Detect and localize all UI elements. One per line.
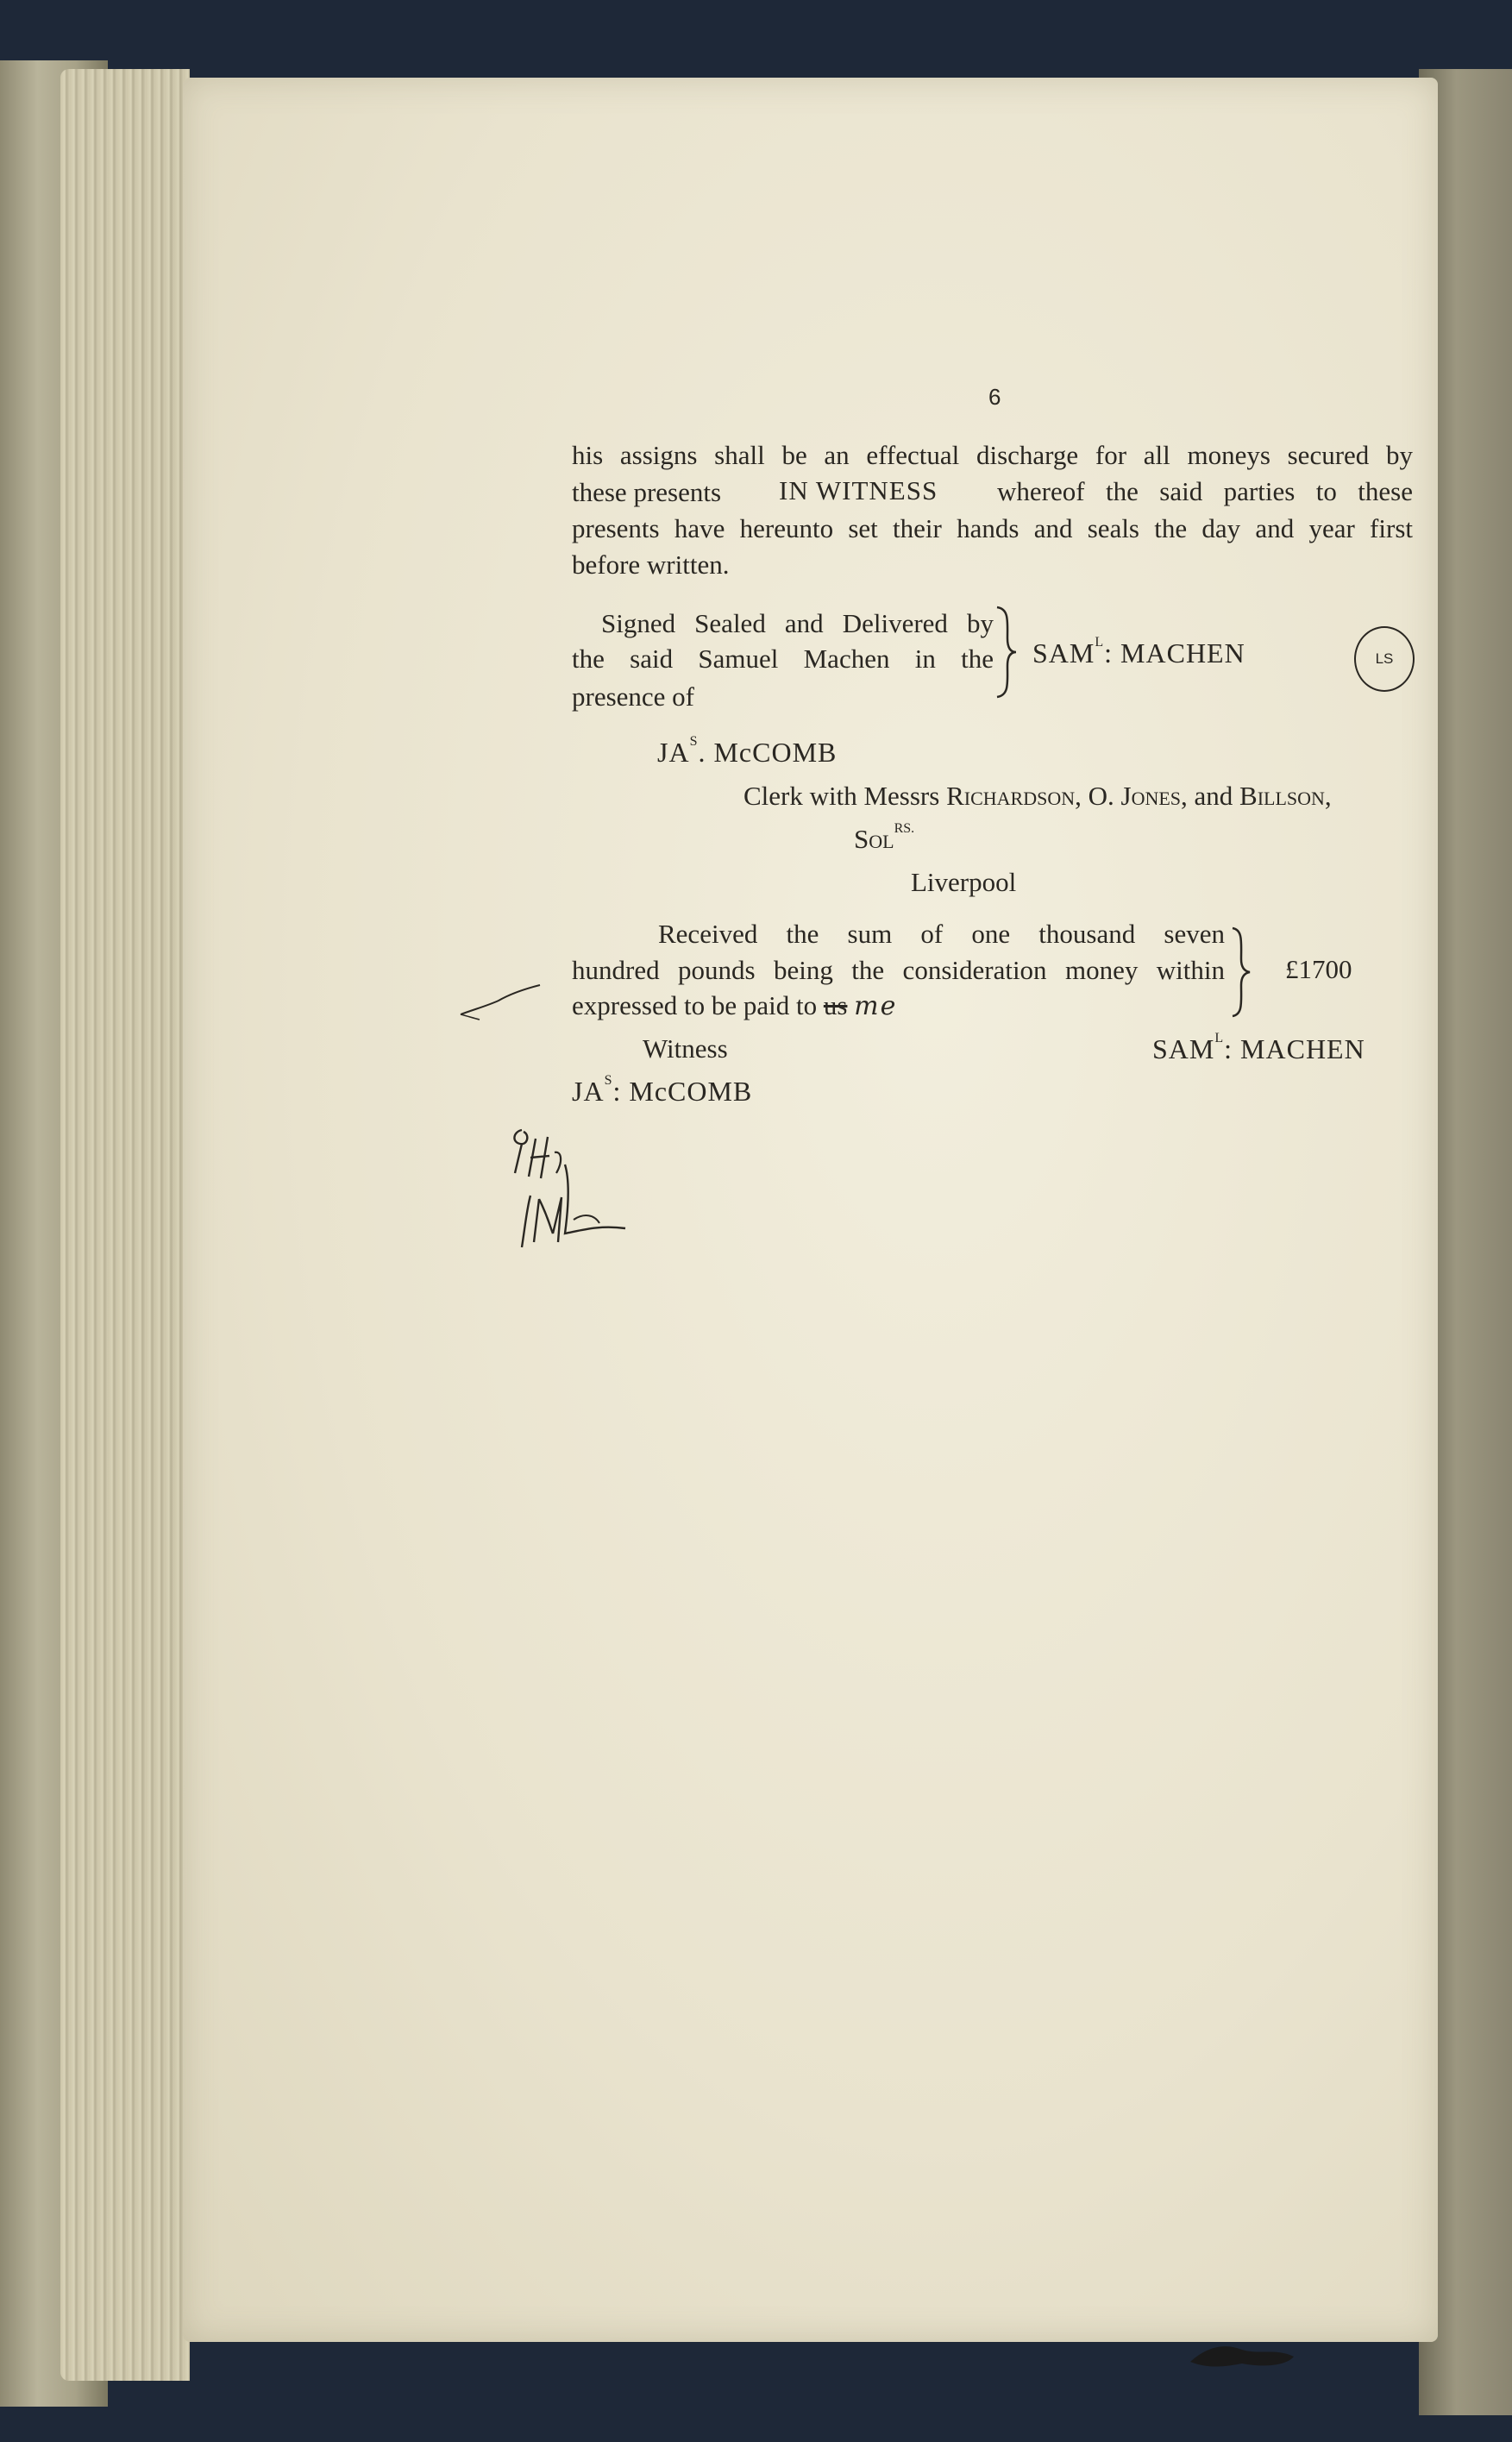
attestation-line1: Signed Sealed and Delivered by (601, 608, 994, 638)
para1-line4: before written. (572, 549, 730, 580)
attestation-line2: the said Samuel Machen in the (572, 643, 994, 674)
attestation-line3: presence of (572, 681, 694, 712)
receipt-line3: expressed to be paid to us me (572, 990, 898, 1021)
in-witness-heading: IN WITNESS (779, 475, 938, 505)
handwritten-initials (505, 1113, 643, 1268)
clerk-line: Clerk with Messrs Richardson, O. Jones, and Billson, (743, 781, 1332, 811)
attestation-brace (992, 604, 1021, 700)
receipt-signer: $SAM^L$: MACHEN (1152, 1031, 1365, 1064)
para1-line2c: whereof the said parties to these (997, 476, 1413, 506)
sol-line: Sol$^{RS.}$ (854, 821, 915, 854)
para1-line2a: these presents (572, 477, 722, 507)
handwritten-me: me (854, 991, 898, 1021)
receipt-amount: £1700 (1285, 954, 1352, 984)
witness-label: Witness (643, 1033, 728, 1064)
signer-name: $SAM^L$: MACHEN (1032, 635, 1245, 669)
ls-seal: LS (1354, 626, 1415, 692)
receipt-line2: hundred pounds being the consideration money within (572, 955, 1225, 985)
margin-tick-mark (457, 975, 543, 1026)
receipt-witness-name: $JA^S$: McCOMB (572, 1073, 753, 1107)
ink-blot (1182, 2338, 1302, 2372)
stacked-page-edges (60, 69, 190, 2381)
receipt-brace (1229, 925, 1255, 1020)
city-line: Liverpool (911, 867, 1017, 897)
document-page (183, 78, 1438, 2342)
para1-line3: presents have hereunto set their hands and seals the day and year first (572, 513, 1413, 543)
receipt-line1: Received the sum of one thousand seven (658, 919, 1225, 949)
page-number: 6 (988, 384, 1001, 410)
para1-line1: his assigns shall be an effectual discharge for all moneys secured by (572, 440, 1413, 470)
witness1-name: $JA^S$. McCOMB (657, 734, 838, 768)
